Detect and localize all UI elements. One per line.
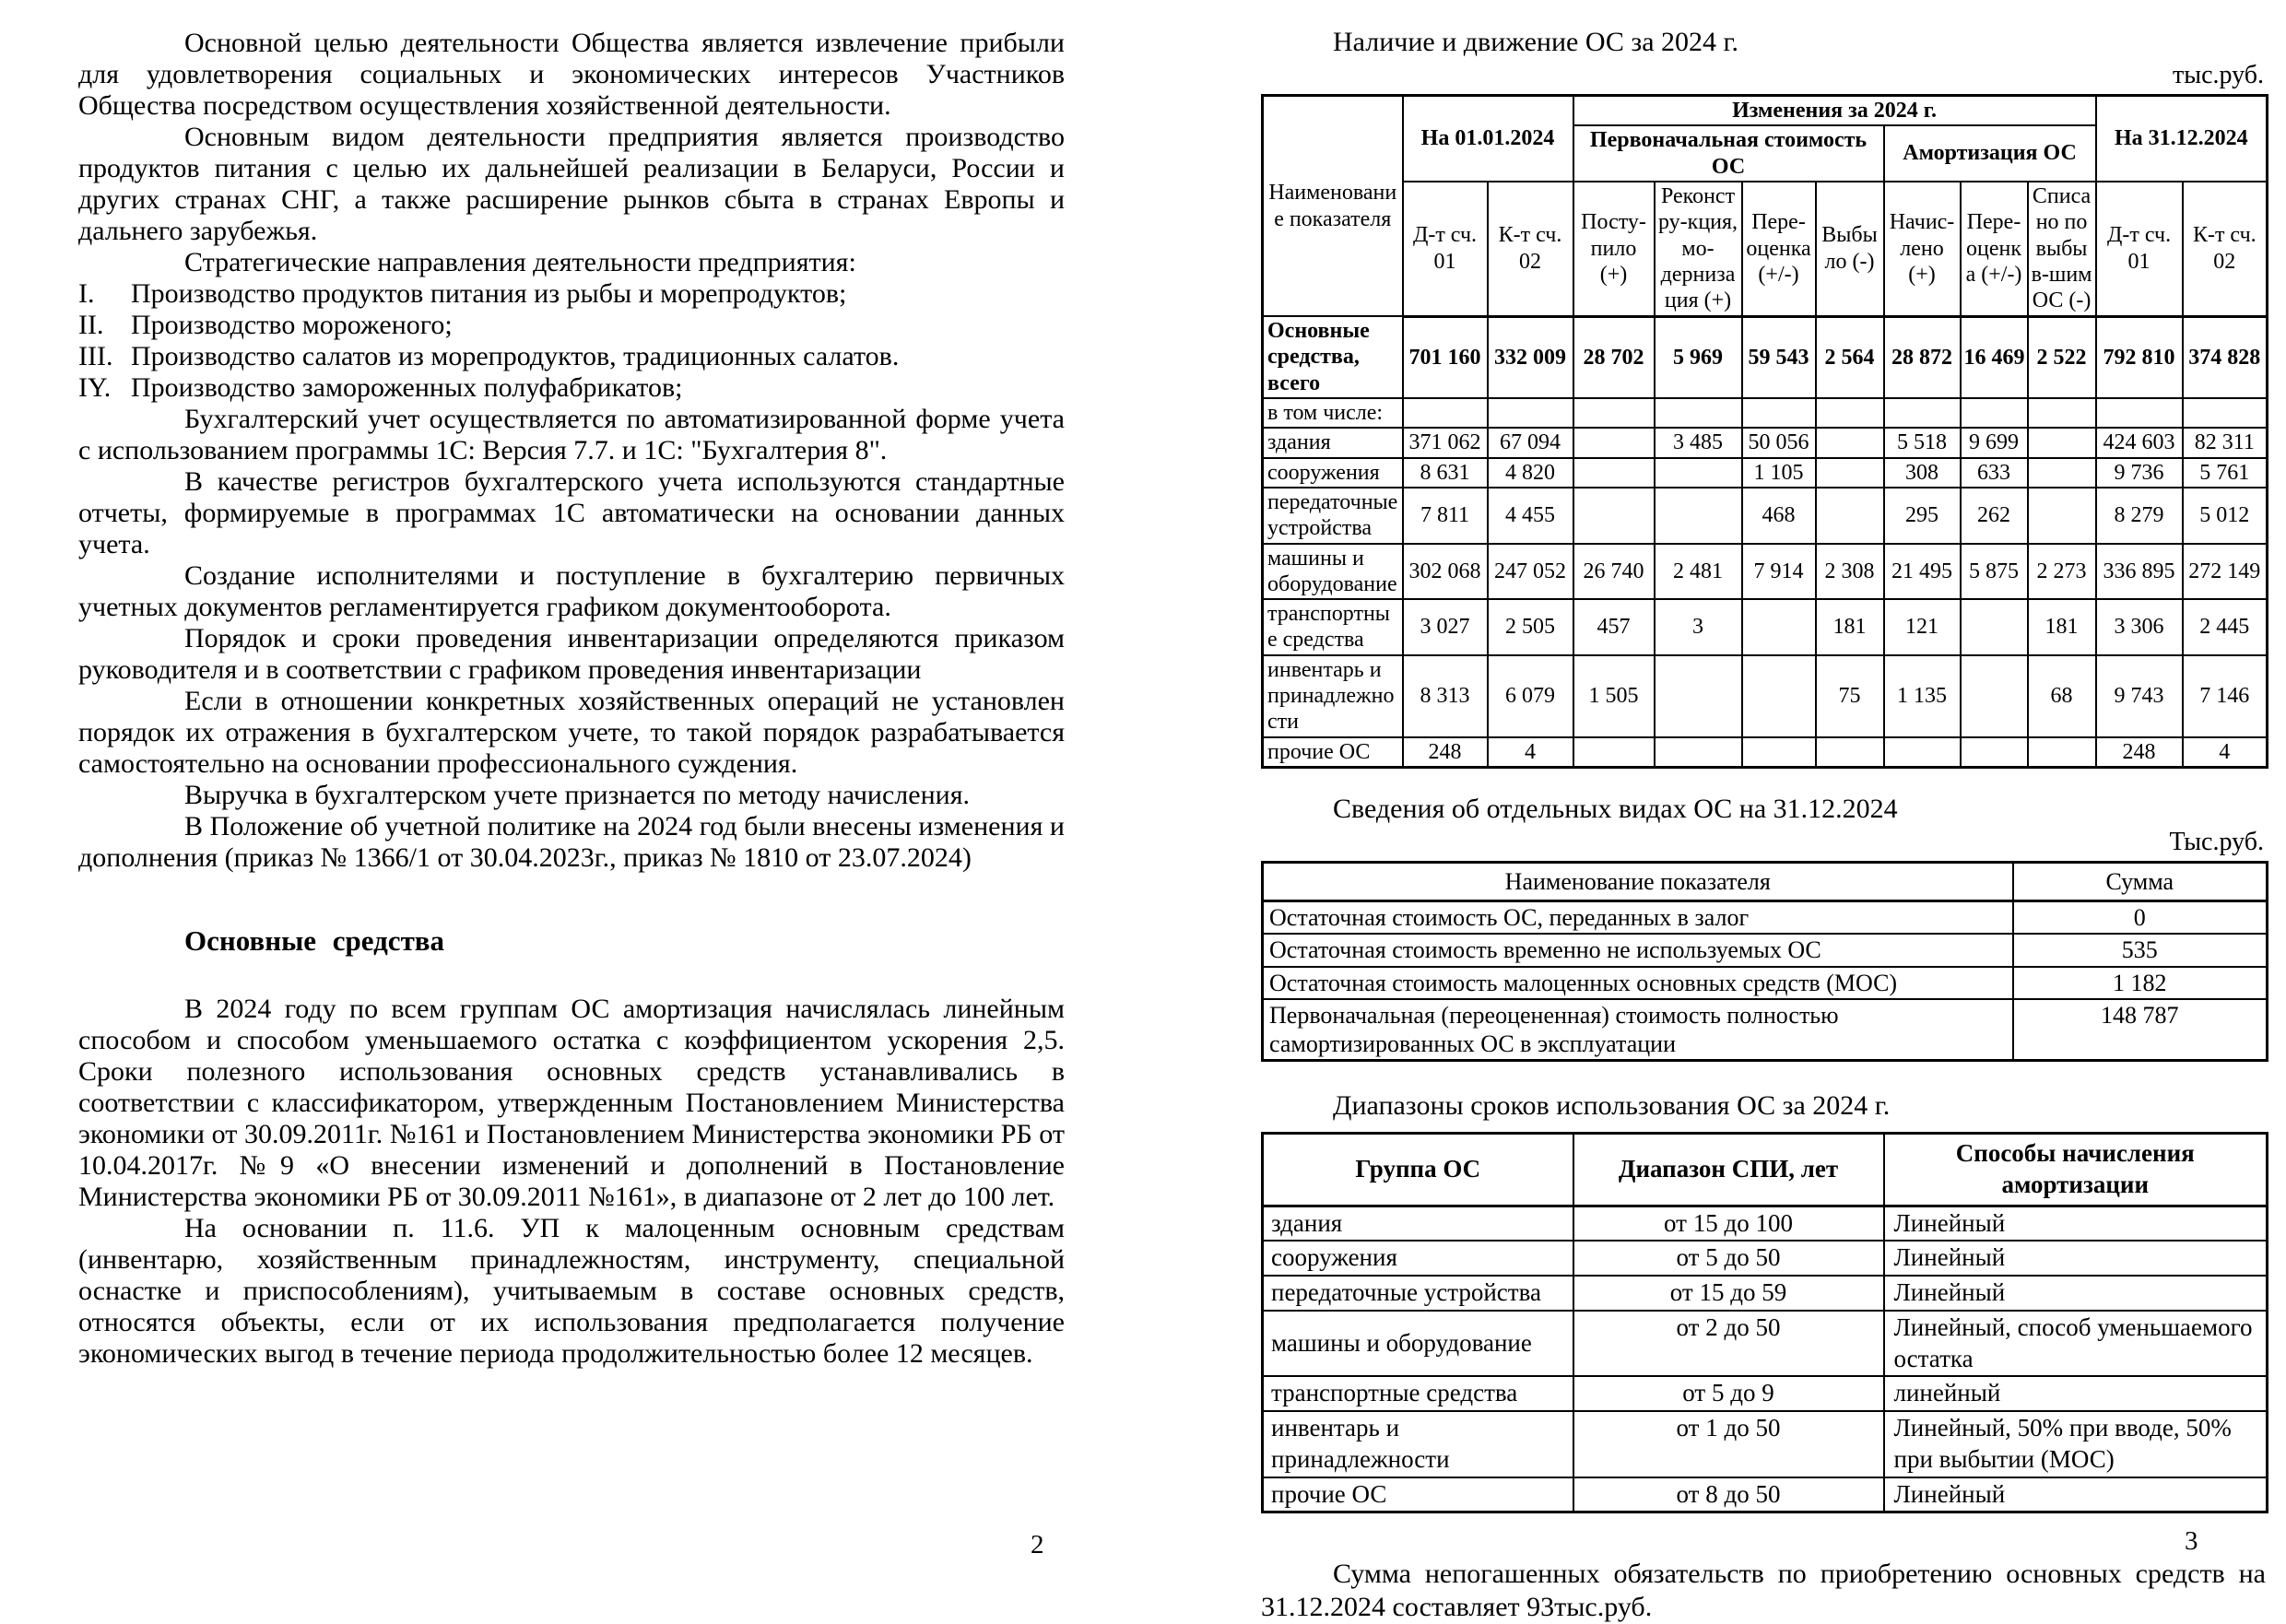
cell: 6 079 — [1488, 655, 1573, 737]
list-item — [78, 372, 1065, 404]
cell — [1816, 488, 1884, 544]
cell: 2 505 — [1488, 599, 1573, 655]
cell — [2028, 737, 2096, 768]
row-label: инвентарь и принадлежности — [1263, 1411, 1573, 1477]
cell — [2028, 488, 2096, 544]
row-label: машины и оборудование — [1263, 544, 1403, 600]
cell — [1655, 655, 1742, 737]
cell — [1403, 398, 1488, 428]
cell — [1573, 398, 1655, 428]
useful-life-table — [1261, 1132, 2268, 1513]
cell: 50 056 — [1742, 428, 1816, 457]
cell — [1816, 737, 1884, 768]
header-row — [1263, 1134, 2268, 1206]
header-cell: На 01.01.2024 — [1403, 96, 1573, 182]
cell: 8 631 — [1403, 458, 1488, 488]
table-row — [1263, 1276, 2268, 1311]
assets-details-table-units: Тыс.руб. — [2169, 828, 2264, 856]
table-row — [1263, 967, 2268, 999]
cell: 2 445 — [2183, 599, 2268, 655]
header-row — [1263, 96, 2268, 126]
row-label: Остаточная стоимость временно не используемых ОС — [1263, 934, 2013, 966]
cell — [1655, 737, 1742, 768]
cell: 181 — [2028, 599, 2096, 655]
cell: 424 603 — [2096, 428, 2183, 457]
cell — [1961, 398, 2028, 428]
cell — [1655, 458, 1742, 488]
cell: 308 — [1884, 458, 1961, 488]
cell: 148 787 — [2013, 999, 2268, 1061]
cell: от 15 до 100 — [1573, 1206, 1884, 1241]
cell: 371 062 — [1403, 428, 1488, 457]
cell: 59 543 — [1742, 316, 1816, 398]
header-cell: Группа ОС — [1263, 1134, 1573, 1206]
cell — [1488, 398, 1573, 428]
page-3 — [1261, 0, 2266, 1624]
table-row — [1263, 428, 2268, 457]
assets-movement-table-title: Наличие и движение ОС за 2024 г. — [1333, 27, 1738, 57]
row-label: сооружения — [1263, 1241, 1573, 1276]
list-item-text: Производство мороженого; — [131, 310, 453, 340]
cell: 3 — [1655, 599, 1742, 655]
cell: 3 027 — [1403, 599, 1488, 655]
page-2 — [78, 0, 1065, 1370]
cell — [1884, 737, 1961, 768]
cell — [1573, 458, 1655, 488]
table-row — [1263, 488, 2268, 544]
paragraph: Если в отношении конкретных хозяйственных операций не установлен порядок их отражения в бухгалтерском учете, то такой порядок разрабатывается самостоятельно на основании профессионального суждения. — [78, 686, 1065, 779]
table-row — [1263, 655, 2268, 737]
cell: Линейный, 50% при вводе, 50% при выбытии (МОС) — [1884, 1411, 2268, 1477]
cell: от 15 до 59 — [1573, 1276, 1884, 1311]
header-cell: Наименование показателя — [1263, 863, 2013, 901]
cell: от 5 до 9 — [1573, 1376, 1884, 1411]
row-label: транспортные средства — [1263, 1376, 1573, 1411]
row-label: прочие ОС — [1263, 1477, 1573, 1512]
header-cell: Начис-лено (+) — [1884, 182, 1961, 316]
cell: 468 — [1742, 488, 1816, 544]
cell: 9 743 — [2096, 655, 2183, 737]
paragraph: Выручка в бухгалтерском учете признается по методу начисления. — [184, 780, 970, 810]
paragraph: На основании п. 11.6. УП к малоценным основным средствам (инвентарю, хозяйственным принадлежностям, инструменту, специальной оснастке и приспособлениям), учитываемым в составе основных средств, относятся объекты, если от их использования предполагается получение экономических выгод в течение периода продолжительностью более 12 месяцев. — [78, 1213, 1065, 1369]
cell: 5 518 — [1884, 428, 1961, 457]
cell: 2 308 — [1816, 544, 1884, 600]
header-cell: На 31.12.2024 — [2096, 96, 2268, 182]
row-label: транспортные средства — [1263, 599, 1403, 655]
cell: 248 — [1403, 737, 1488, 768]
row-label: передаточные устройства — [1263, 1276, 1573, 1311]
cell: 5 875 — [1961, 544, 2028, 600]
assets-details-table — [1261, 861, 2268, 1062]
paragraph: В качестве регистров бухгалтерского учета используются стандартные отчеты, формируемые в программах 1С автоматически на основании данных учета. — [78, 466, 1065, 559]
cell: линейный — [1884, 1376, 2268, 1411]
cell: 1 105 — [1742, 458, 1816, 488]
list-item-text: Производство продуктов питания из рыбы и морепродуктов; — [131, 278, 847, 309]
table-row — [1263, 901, 2268, 935]
row-label: Остаточная стоимость ОС, переданных в залог — [1263, 901, 2013, 935]
row-label: сооружения — [1263, 458, 1403, 488]
cell: 8 279 — [2096, 488, 2183, 544]
list-item — [78, 310, 1065, 341]
cell: 26 740 — [1573, 544, 1655, 600]
row-label: инвентарь и принадлежности — [1263, 655, 1403, 737]
header-cell: Пере-оценка (+/-) — [1961, 182, 2028, 316]
page-number: 3 — [2185, 1526, 2198, 1556]
cell: 5 012 — [2183, 488, 2268, 544]
row-label: Первоначальная (переоцененная) стоимость полностью самортизированных ОС в эксплуатации — [1263, 999, 2013, 1061]
cell: 792 810 — [2096, 316, 2183, 398]
table-row — [1263, 1206, 2268, 1241]
paragraph: Стратегические направления деятельности предприятия: — [184, 247, 856, 277]
cell: 302 068 — [1403, 544, 1488, 600]
cell: 9 699 — [1961, 428, 2028, 457]
cell: Линейный — [1884, 1241, 2268, 1276]
cell: 4 — [2183, 737, 2268, 768]
paragraph: Основной целью деятельности Общества является извлечение прибыли для удовлетворения социальных и экономических интересов Участников Общества посредством осуществления хозяйственной деятельности. — [78, 28, 1065, 121]
cell: 332 009 — [1488, 316, 1573, 398]
closing-paragraph: Сумма непогашенных обязательств по приобретению основных средств на 31.12.2024 составляет 93тыс.руб. — [1261, 1559, 2266, 1623]
cell: 457 — [1573, 599, 1655, 655]
header-cell: Изменения за 2024 г. — [1573, 96, 2096, 126]
header-cell: Наименование показателя — [1263, 96, 1403, 317]
cell: 7 811 — [1403, 488, 1488, 544]
assets-movement-table — [1261, 94, 2268, 769]
table-row — [1263, 316, 2268, 398]
paragraph: Основным видом деятельности предприятия является производство продуктов питания с целью их дальнейшей реализации в Беларуси, России и других странах СНГ, а также расширение рынков сбыта в странах Европы и дальнего зарубежья. — [78, 122, 1065, 246]
table-row — [1263, 934, 2268, 966]
row-label: Основные средства, всего — [1263, 316, 1403, 398]
useful-life-table-title: Диапазоны сроков использования ОС за 2024 г. — [1333, 1090, 1891, 1122]
list-item-text: Производство салатов из морепродуктов, традиционных салатов. — [131, 341, 900, 371]
cell — [1742, 655, 1816, 737]
header-cell: Д-т сч. 01 — [1403, 182, 1488, 316]
cell: 2 522 — [2028, 316, 2096, 398]
cell: 374 828 — [2183, 316, 2268, 398]
cell: 21 495 — [1884, 544, 1961, 600]
row-label: в том числе: — [1263, 398, 1403, 428]
row-label: Остаточная стоимость малоценных основных средств (МОС) — [1263, 967, 2013, 999]
cell — [1961, 655, 2028, 737]
paragraph: В Положение об учетной политике на 2024 год были внесены изменения и дополнения (приказ № 1366/1 от 30.04.2023г., приказ № 1810 от 23.07.2024) — [78, 811, 1065, 873]
list-item — [78, 278, 1065, 310]
table-row — [1263, 1376, 2268, 1411]
cell: 295 — [1884, 488, 1961, 544]
cell: от 1 до 50 — [1573, 1411, 1884, 1477]
header-cell: Пере-оценка (+/-) — [1742, 182, 1816, 316]
cell: 1 182 — [2013, 967, 2268, 999]
cell — [1742, 599, 1816, 655]
paragraph: Создание исполнителями и поступление в бухгалтерию первичных учетных документов регламентируется графиком документооборота. — [78, 560, 1065, 622]
cell: Линейный, способ уменьшаемого остатка — [1884, 1311, 2268, 1377]
row-label: здания — [1263, 428, 1403, 457]
cell: Линейный — [1884, 1477, 2268, 1512]
header-row — [1263, 182, 2268, 316]
header-cell: Способы начисления амортизации — [1884, 1134, 2268, 1206]
cell — [1961, 599, 2028, 655]
cell — [1655, 488, 1742, 544]
strategic-directions-list — [78, 278, 1065, 404]
cell: 2 564 — [1816, 316, 1884, 398]
assets-movement-table-units: тыс.руб. — [2173, 61, 2264, 89]
cell: 75 — [1816, 655, 1884, 737]
cell: 1 135 — [1884, 655, 1961, 737]
cell — [1573, 428, 1655, 457]
table-row — [1263, 1241, 2268, 1276]
cell: 3 306 — [2096, 599, 2183, 655]
cell: 8 313 — [1403, 655, 1488, 737]
cell — [1816, 398, 1884, 428]
cell: от 5 до 50 — [1573, 1241, 1884, 1276]
cell — [1884, 398, 1961, 428]
cell: 262 — [1961, 488, 2028, 544]
row-label: прочие ОС — [1263, 737, 1403, 768]
cell: 67 094 — [1488, 428, 1573, 457]
list-item-numeral: IY. — [78, 372, 112, 403]
cell: 82 311 — [2183, 428, 2268, 457]
list-item-numeral: III. — [78, 341, 113, 371]
header-cell: Д-т сч. 01 — [2096, 182, 2183, 316]
header-cell: Сумма — [2013, 863, 2268, 901]
table-row — [1263, 1411, 2268, 1477]
table-row — [1263, 737, 2268, 768]
cell: 181 — [1816, 599, 1884, 655]
cell — [1816, 458, 1884, 488]
header-cell: Посту-пило (+) — [1573, 182, 1655, 316]
cell — [2028, 428, 2096, 457]
cell — [1742, 737, 1816, 768]
cell: 68 — [2028, 655, 2096, 737]
paragraph: Порядок и сроки проведения инвентаризации определяются приказом руководителя и в соответствии с графиком проведения инвентаризации — [78, 623, 1065, 685]
cell: 16 469 — [1961, 316, 2028, 398]
cell: от 2 до 50 — [1573, 1311, 1884, 1377]
page-number: 2 — [1031, 1530, 1044, 1559]
cell — [1655, 398, 1742, 428]
header-cell: Реконстру-кция, мо-дернизация (+) — [1655, 182, 1742, 316]
header-cell: Амортизация ОС — [1884, 125, 2096, 182]
cell: от 8 до 50 — [1573, 1477, 1884, 1512]
cell: 9 736 — [2096, 458, 2183, 488]
list-item-text: Производство замороженных полуфабрикатов; — [131, 372, 683, 403]
paragraph: В 2024 году по всем группам ОС амортизация начислялась линейным способом и способом уменьшаемого остатка с коэффициентом ускорения 2,5. Сроки полезного использования основных средств устанавливались в соответствии с классификатором, утвержденным Постановлением Министерства экономики от 30.09.2011г. №161 и Постановлением Министерства экономики РБ от 10.04.2017г. №9 «О внесении изменений и дополнений в Постановление Министерства экономики РБ от 30.09.2011 №161», в диапазоне от 2 лет до 100 лет. — [78, 994, 1065, 1212]
table-row — [1263, 599, 2268, 655]
header-cell: Выбыло (-) — [1816, 182, 1884, 316]
cell — [1573, 737, 1655, 768]
cell — [2028, 398, 2096, 428]
cell: 7 914 — [1742, 544, 1816, 600]
cell: 0 — [2013, 901, 2268, 935]
header-row — [1263, 863, 2268, 901]
list-item — [78, 341, 1065, 372]
cell: 4 820 — [1488, 458, 1573, 488]
header-cell: Диапазон СПИ, лет — [1573, 1134, 1884, 1206]
cell: Линейный — [1884, 1276, 2268, 1311]
cell — [1573, 488, 1655, 544]
cell — [1816, 428, 1884, 457]
table-row — [1263, 458, 2268, 488]
table-row — [1263, 1311, 2268, 1377]
cell: 4 — [1488, 737, 1573, 768]
header-cell: Списано по выбыв-шим ОС (-) — [2028, 182, 2096, 316]
table-row — [1263, 1477, 2268, 1512]
cell: 1 505 — [1573, 655, 1655, 737]
section-heading-fixed-assets: Основные средства — [184, 924, 445, 957]
table-row — [1263, 544, 2268, 600]
row-label: машины и оборудование — [1263, 1311, 1573, 1377]
assets-details-table-title: Сведения об отдельных видах ОС на 31.12.2024 — [1333, 794, 1898, 824]
cell: 535 — [2013, 934, 2268, 966]
header-cell: К-т сч. 02 — [2183, 182, 2268, 316]
cell — [2028, 458, 2096, 488]
cell: 633 — [1961, 458, 2028, 488]
table-row — [1263, 999, 2268, 1061]
cell: 336 895 — [2096, 544, 2183, 600]
cell: 7 146 — [2183, 655, 2268, 737]
cell: Линейный — [1884, 1206, 2268, 1241]
cell — [1742, 398, 1816, 428]
row-label: здания — [1263, 1206, 1573, 1241]
cell — [2096, 398, 2183, 428]
cell: 5 761 — [2183, 458, 2268, 488]
table-row — [1263, 398, 2268, 428]
cell: 28 702 — [1573, 316, 1655, 398]
cell: 4 455 — [1488, 488, 1573, 544]
cell: 701 160 — [1403, 316, 1488, 398]
cell: 248 — [2096, 737, 2183, 768]
cell: 28 872 — [1884, 316, 1961, 398]
cell: 121 — [1884, 599, 1961, 655]
paragraph: Бухгалтерский учет осуществляется по автоматизированной форме учета с использованием программы 1С: Версия 7.7. и 1С: "Бухгалтерия 8". — [78, 404, 1065, 465]
cell: 5 969 — [1655, 316, 1742, 398]
cell: 2 273 — [2028, 544, 2096, 600]
cell — [1961, 737, 2028, 768]
cell: 272 149 — [2183, 544, 2268, 600]
cell: 247 052 — [1488, 544, 1573, 600]
header-cell: Первоначальная стоимость ОС — [1573, 125, 1884, 182]
list-item-numeral: II. — [78, 310, 104, 340]
row-label: передаточные устройства — [1263, 488, 1403, 544]
header-cell: К-т сч. 02 — [1488, 182, 1573, 316]
cell: 3 485 — [1655, 428, 1742, 457]
cell: 2 481 — [1655, 544, 1742, 600]
list-item-numeral: I. — [78, 278, 95, 309]
cell — [2183, 398, 2268, 428]
